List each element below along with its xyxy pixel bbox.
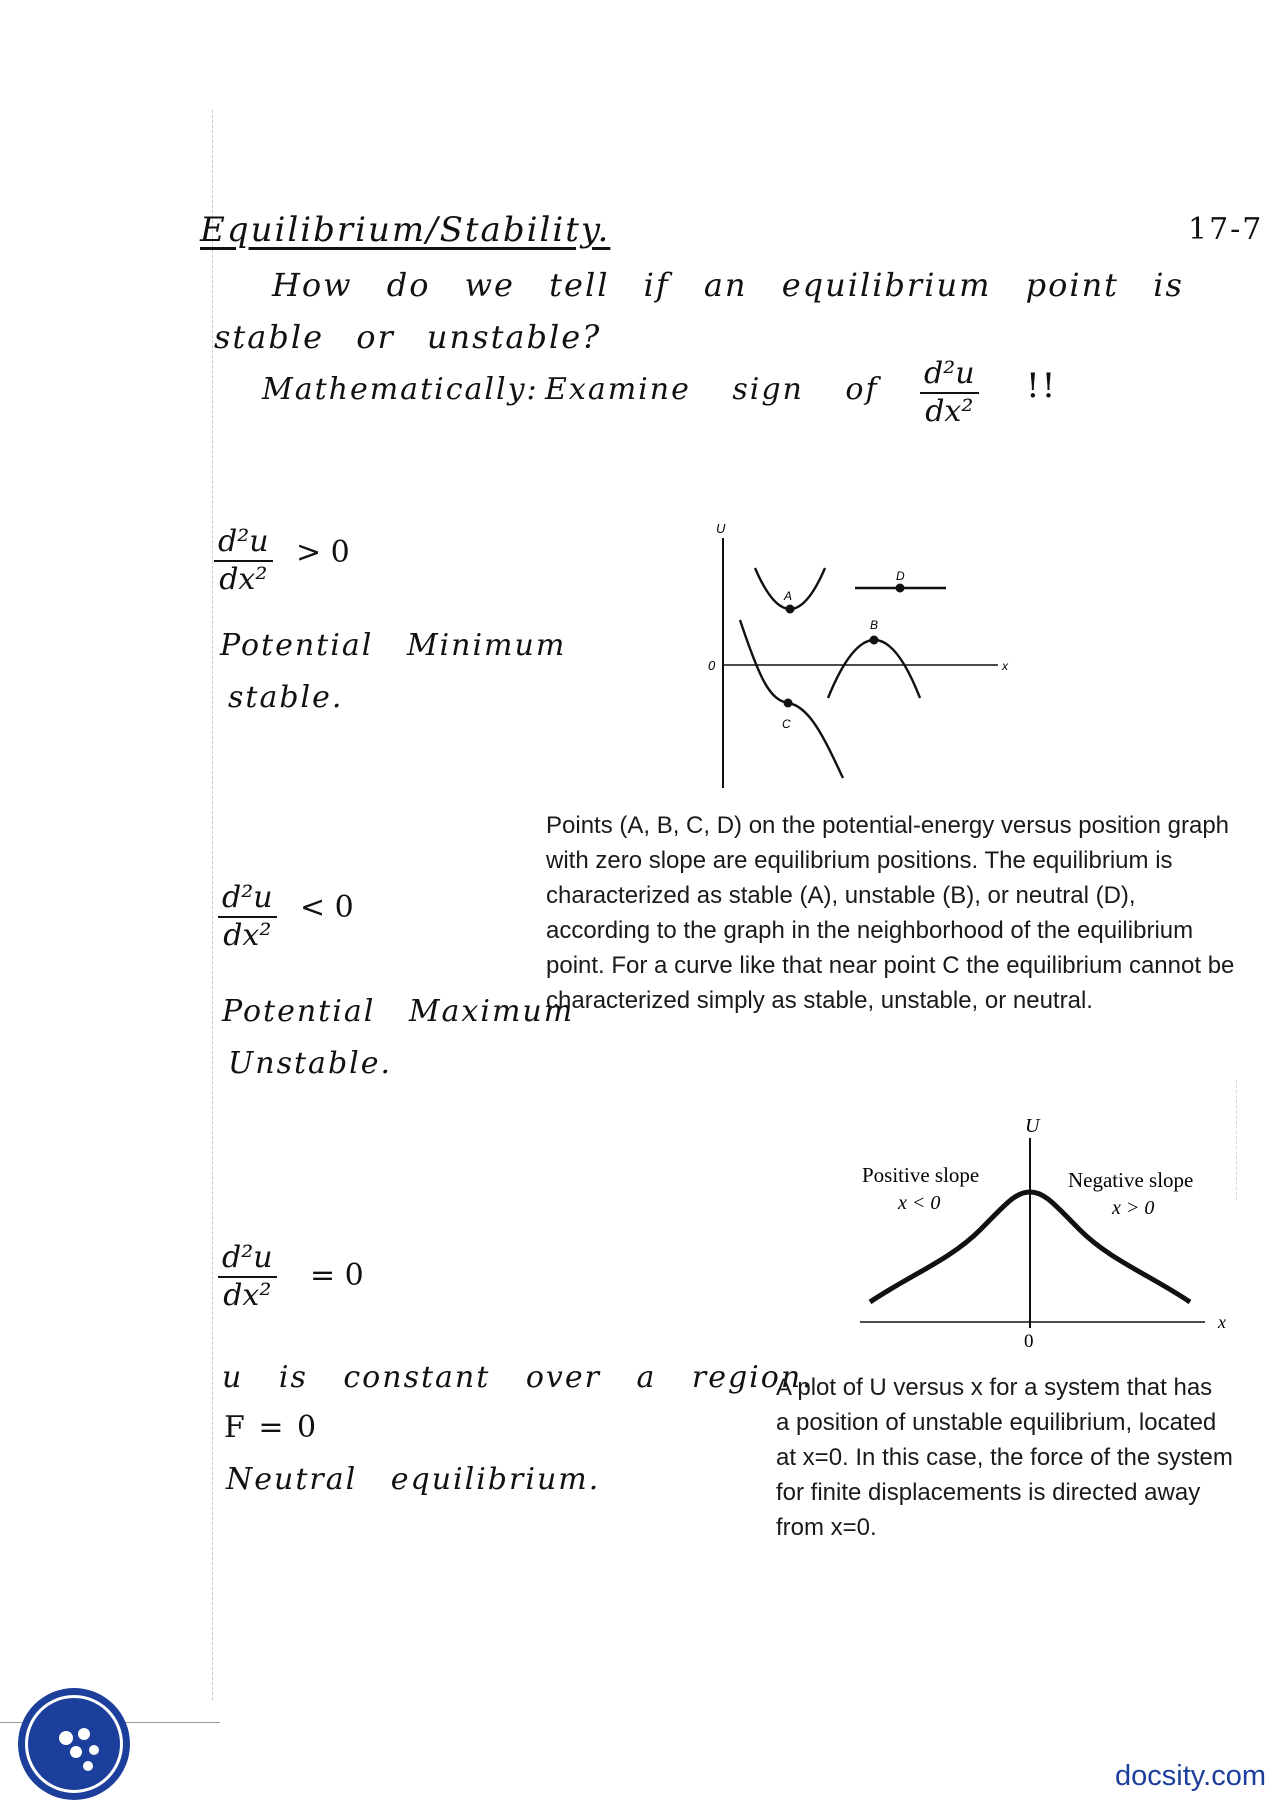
point-c-label: C bbox=[782, 717, 791, 731]
case3-line2: F = 0 bbox=[224, 1410, 319, 1445]
figure1-caption bbox=[546, 808, 1274, 1018]
fraction-denominator: dx² bbox=[223, 1278, 272, 1313]
figure1-caption-line: characterized simply as stable, unstable, or neutral. bbox=[546, 987, 1093, 1014]
positive-slope-label: Positive slope bbox=[862, 1163, 980, 1187]
case2-line2: Unstable. bbox=[228, 1046, 393, 1081]
fraction-numerator: d²u bbox=[218, 1240, 277, 1278]
case1-line2: stable. bbox=[228, 680, 344, 715]
curve-inflection bbox=[740, 620, 843, 778]
case3-relation: = 0 bbox=[310, 1258, 364, 1293]
point-b-label: B bbox=[870, 618, 879, 632]
figure2-y-label: U bbox=[1025, 1115, 1040, 1137]
case3-line3: Neutral equilibrium. bbox=[226, 1462, 601, 1497]
case2-fraction bbox=[218, 880, 277, 954]
figure2-unstable-graph bbox=[850, 1110, 1240, 1360]
point-d-marker bbox=[896, 584, 905, 593]
case1-relation: > 0 bbox=[296, 535, 350, 570]
negative-slope-condition: x > 0 bbox=[1112, 1197, 1155, 1219]
fraction-denominator: dx² bbox=[223, 918, 272, 953]
docsity-logo-icon[interactable] bbox=[18, 1688, 130, 1800]
fraction-denominator: dx² bbox=[925, 394, 974, 429]
case3-line1: u is constant over a region. bbox=[222, 1360, 814, 1395]
positive-slope-condition: x < 0 bbox=[898, 1192, 941, 1214]
figure2-caption-line: at x=0. In this case, the force of the system bbox=[776, 1444, 1233, 1471]
method-text: Examine sign of bbox=[545, 372, 879, 407]
case1-line1: Potential Minimum bbox=[220, 628, 567, 663]
figure1-caption-line: characterized as stable (A), unstable (B), or neutral (D), bbox=[546, 882, 1136, 909]
point-d-label: D bbox=[896, 569, 905, 583]
negative-slope-label: Negative slope bbox=[1068, 1168, 1194, 1192]
fraction-denominator: dx² bbox=[219, 562, 268, 597]
figure1-potential-graph bbox=[700, 520, 1020, 790]
figure2-caption-line: for finite displacements is directed away bbox=[776, 1479, 1201, 1506]
figure2-caption bbox=[776, 1370, 1276, 1545]
intro-question-line1: How do we tell if an equilibrium point is bbox=[272, 266, 1184, 304]
intro-question-line2: stable or unstable? bbox=[214, 318, 602, 356]
margin-rule bbox=[212, 110, 213, 1700]
fraction-numerator: d²u bbox=[920, 356, 979, 394]
figure2-caption-line: A plot of U versus x for a system that has bbox=[776, 1374, 1213, 1401]
case3-fraction bbox=[218, 1240, 277, 1314]
figure2-caption-line: from x=0. bbox=[776, 1514, 877, 1541]
figure2-caption-line: a position of unstable equilibrium, located bbox=[776, 1409, 1217, 1436]
page-number: 17-7 bbox=[1188, 212, 1264, 247]
fraction-numerator: d²u bbox=[214, 524, 273, 562]
figure1-y-label: U bbox=[716, 521, 726, 536]
logo-dots-icon bbox=[18, 1688, 130, 1800]
figure2-origin-label: 0 bbox=[1024, 1331, 1034, 1352]
figure1-caption-line: Points (A, B, C, D) on the potential-energy versus position graph bbox=[546, 812, 1230, 839]
case2-relation: < 0 bbox=[300, 890, 354, 925]
figure1-origin-label: 0 bbox=[708, 658, 716, 673]
point-a-marker bbox=[786, 605, 795, 614]
fraction-numerator: d²u bbox=[218, 880, 277, 918]
point-a-label: A bbox=[784, 589, 793, 603]
brand-link[interactable]: docsity.com bbox=[1115, 1760, 1266, 1792]
case1-fraction bbox=[214, 524, 273, 598]
second-derivative-fraction bbox=[920, 356, 979, 430]
figure2-x-label: x bbox=[1218, 1312, 1226, 1332]
figure1-caption-line: with zero slope are equilibrium positions. The equilibrium is bbox=[546, 847, 1173, 874]
figure1-caption-line: point. For a curve like that near point C the equilibrium cannot be bbox=[546, 952, 1235, 979]
figure1-caption-line: according to the graph in the neighborhood of the equilibrium bbox=[546, 917, 1194, 944]
case2-line1: Potential Maximum bbox=[222, 994, 575, 1029]
method-label: Mathematically: bbox=[262, 372, 539, 407]
emphasis-marks: !! bbox=[1026, 366, 1058, 406]
figure1-x-label: x bbox=[1002, 659, 1008, 673]
point-c-marker bbox=[784, 699, 793, 708]
page-title: Equilibrium/Stability. bbox=[200, 210, 611, 250]
point-b-marker bbox=[870, 636, 879, 645]
curve-maximum bbox=[828, 640, 920, 698]
